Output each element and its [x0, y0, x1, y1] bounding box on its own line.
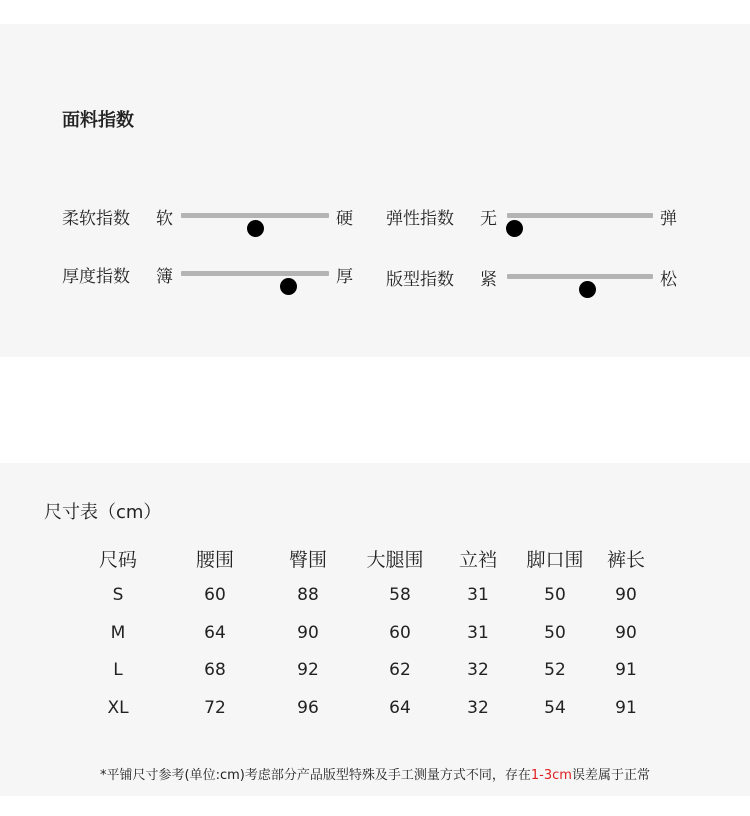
- softness-index: [62, 200, 362, 230]
- softness-max-label: 硬: [336, 209, 353, 229]
- table-row: [80, 698, 680, 728]
- cell-size: XL: [107, 698, 129, 718]
- cell-thigh: 62: [389, 660, 411, 680]
- cell-waist: 72: [204, 698, 226, 718]
- fabric-index-title: 面料指数: [62, 110, 134, 131]
- softness-min-label: 软: [156, 209, 173, 229]
- header-leg-opening: 脚口围: [526, 549, 584, 571]
- cell-thigh: 58: [389, 585, 411, 605]
- cell-hip: 90: [297, 623, 319, 643]
- elasticity-min-label: 无: [480, 209, 497, 229]
- cell-waist: 60: [204, 585, 226, 605]
- fabric-index-panel: [0, 24, 750, 357]
- thickness-slider-track: [181, 271, 329, 276]
- cell-leg-opening: 52: [544, 660, 566, 680]
- size-table-header: [80, 545, 680, 575]
- header-rise: 立裆: [458, 549, 497, 571]
- note-highlight: 1-3cm: [530, 768, 572, 783]
- cell-hip: 96: [297, 698, 319, 718]
- cell-rise: 32: [467, 660, 489, 680]
- thickness-slider-knob: [280, 278, 297, 295]
- cell-rise: 31: [467, 585, 489, 605]
- cell-leg-opening: 54: [544, 698, 566, 718]
- cell-size: L: [113, 660, 123, 680]
- table-row: [80, 623, 680, 653]
- thickness-label: 厚度指数: [62, 267, 130, 287]
- cell-thigh: 60: [389, 623, 411, 643]
- note-text-end: 误差属于正常: [571, 768, 650, 783]
- cell-length: 91: [615, 698, 637, 718]
- cell-rise: 32: [467, 698, 489, 718]
- cell-leg-opening: 50: [544, 623, 566, 643]
- thickness-max-label: 厚: [336, 267, 353, 287]
- fit-min-label: 紧: [480, 270, 497, 290]
- header-thigh: 大腿围: [366, 549, 424, 571]
- cell-waist: 68: [204, 660, 226, 680]
- note-text: *平铺尺寸参考(单位:cm)考虑部分产品版型特殊及手工测量方式不同，存在: [100, 768, 531, 783]
- size-chart-title: 尺寸表（cm）: [44, 502, 162, 523]
- table-row: [80, 585, 680, 615]
- measurement-note: [0, 764, 750, 783]
- header-hip: 臀围: [288, 549, 327, 571]
- thickness-index: [62, 258, 362, 288]
- elasticity-label: 弹性指数: [386, 209, 454, 229]
- fit-slider-knob: [579, 281, 596, 298]
- softness-slider-track: [181, 213, 329, 218]
- cell-length: 90: [615, 623, 637, 643]
- elasticity-max-label: 弹: [660, 209, 677, 229]
- cell-length: 90: [615, 585, 637, 605]
- cell-length: 91: [615, 660, 637, 680]
- fit-index: [386, 261, 696, 291]
- size-chart-panel: [0, 463, 750, 796]
- header-size: 尺码: [98, 549, 137, 571]
- table-row: [80, 660, 680, 690]
- fit-label: 版型指数: [386, 270, 454, 290]
- cell-leg-opening: 50: [544, 585, 566, 605]
- cell-rise: 31: [467, 623, 489, 643]
- softness-slider-knob: [247, 220, 264, 237]
- cell-hip: 92: [297, 660, 319, 680]
- cell-size: M: [110, 623, 126, 643]
- thickness-min-label: 簿: [156, 267, 173, 287]
- elasticity-slider-track: [507, 213, 653, 218]
- fit-max-label: 松: [660, 270, 677, 290]
- softness-label: 柔软指数: [62, 209, 130, 229]
- fit-slider-track: [507, 274, 653, 279]
- cell-hip: 88: [297, 585, 319, 605]
- elasticity-index: [386, 200, 696, 230]
- cell-thigh: 64: [389, 698, 411, 718]
- cell-waist: 64: [204, 623, 226, 643]
- cell-size: S: [112, 585, 124, 605]
- elasticity-slider-knob: [506, 220, 523, 237]
- header-waist: 腰围: [195, 549, 234, 571]
- header-length: 裤长: [606, 549, 645, 571]
